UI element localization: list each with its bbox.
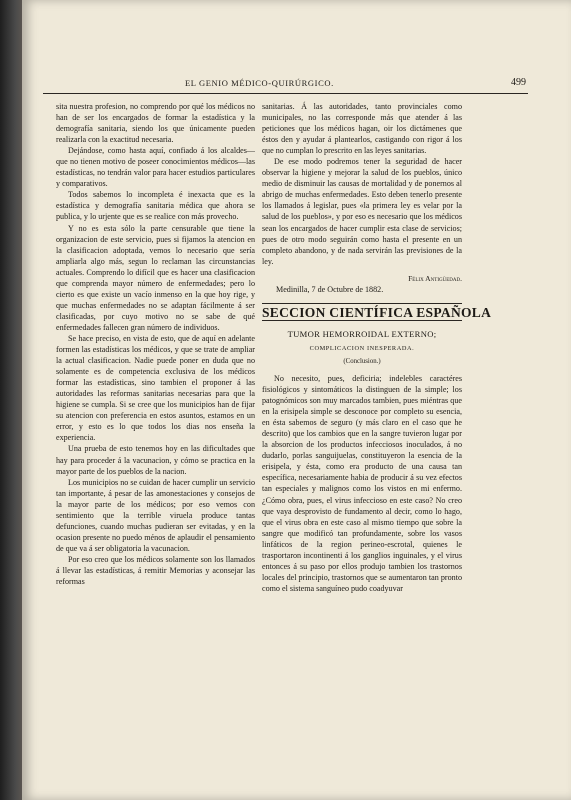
page-number: 499 bbox=[511, 77, 526, 88]
paragraph: Todos sabemos lo incompleta é inexacta que es la estadística y demografía sanitaria médica que ahora se publica, y lo urjente que es se realice con más provecho. bbox=[56, 190, 255, 222]
section-heading: SECCION CIENTÍFICA ESPAÑOLA bbox=[262, 304, 492, 320]
author-signature bbox=[262, 273, 462, 284]
author-name: Félix Antigüedad. bbox=[408, 273, 462, 283]
article-subtitle: COMPLICACION INESPERADA. bbox=[309, 344, 415, 352]
paragraph: Y no es esta sólo la parte censurable que tiene la organizacion de este servicio, pues si fijamos la atencion en la clasificacion adoptada, vemos lo necesario que sería ampliarla algo más, segun lo reclaman las circunstancias actuales. Comprendo lo difícil que es hacer una clasificacion que comprenda mayor número de enfermedades; pero lo cierto es que existe un vacío inmenso en la que hoy rige, y que muchas enfermedades no se adaptan fácilmente á ser clasificadas, por cuyo motivo no se sabe de qué enfermedades fallecen gran número de individuos. bbox=[56, 223, 255, 332]
right-column bbox=[262, 101, 492, 594]
paragraph: Por eso creo que los médicos solamente son los llamados á llevar las estadísticas, á remitir Memorias y aconsejar las reformas bbox=[56, 554, 255, 587]
article-body: No necesito, pues, deficiria; indelebles caractéres fisiológicos y sintomáticos la distinguen de la simple; los patognómicos son muy marcados tambien, pues miéntras que en la erisipela simple se desconoce por completo su esencia, en ésta sabemos de seguro (y más claro en el caso que he descrito) que los cambios que en la sangre tuvieron lugar por la absorcion de los productos infecciosos inoculados, á no dudarlo, porlas sanguijuelas, constituyeron la esencia de la erisipela, y ésta, como era producto de una causa tan específica, necesariamente habia de producir á su vez efectos tan especiales y malignos como los vistos en mi enfermo. ¿Cómo obra, pues, el virus infeccioso en este caso? No creo que vaya desprovisto de fundamento al decir, como lo hago, que el virus obra en este caso al mismo tiempo que sobre la sangre que modificó tan profundamente, sobre los vasos linfáticos de la region perineo-escrotal, quienes le trasportaron incontinenti á los ganglios inguinales, y el virus entonces á su paso por ellos produjo tambien los trastornos locales del principio, trastornos que se aumentaron tan pronto como el sistema sanguíneo pudo coadyuvar bbox=[262, 373, 462, 593]
dateline: Medinilla, 7 de Octubre de 1882. bbox=[276, 284, 384, 294]
paragraph: Una prueba de esto tenemos hoy en las dificultades que hay para proceder á la vacunacion, y cómo se practica en la mayor parte de los pueblos de la nacion. bbox=[56, 444, 255, 476]
left-column bbox=[56, 101, 255, 587]
paragraph: Dejándose, como hasta aquí, confiado á los alcaldes—que no tienen motivo de poseer conocimientos médicos—las estadísticas, no tendrán valor para hacer estudios particulares y comparativos. bbox=[56, 146, 255, 189]
article-note: (Conclusion.) bbox=[343, 357, 381, 365]
paragraph: Se hace preciso, en vista de esto, que de aquí en adelante formen las estadísticas los médicos, y que se trate de ampliar la actual clasificacion. Nadie puede poner en duda que no solamente es de competencia exclusiva de los médicos formar las estadísticas, sino tambien el proponer á las autoridades las reformas sanitarias necesarias para que la higiene se cumpla. Si se cree que los municipios han de fijar su atencion con preferencia en estos asuntos, estamos en un error, y esto es lo que todos los dias nos enseña la experiencia. bbox=[56, 333, 255, 443]
paragraph: sanitarias. Á las autoridades, tanto provinciales como municipales, no las corresponde más que atender á las peticiones que los médicos hagan, oir los dictámenes que éstos den y ayudar á plantearlos, castigando con rigor á los que no cumplan lo prescrito en las leyes sanitarias. bbox=[262, 102, 462, 156]
paragraph: sita nuestra profesion, no comprendo por qué los médicos no han de ser los encargados de formar la estadística y la demografía sanitaria, siendo los que únicamente pueden realizarla con la exactitud necesaria. bbox=[56, 102, 255, 145]
article-title: TUMOR HEMORROIDAL EXTERNO; bbox=[287, 328, 437, 339]
paragraph: Los municipios no se cuidan de hacer cumplir un servicio tan importante, á pesar de las amonestaciones y consejos de la mayor parte de los médicos; por eso vemos con sentimiento que la terrible viruela produce tantas defunciones, cuando muchas pudieran ser evitadas, y en la ocasion presente no puedo ménos de aplaudir el pensamiento de que va á ser obligatoria la vacunacion. bbox=[56, 477, 255, 553]
book-binding bbox=[0, 0, 22, 800]
page-header bbox=[43, 78, 538, 92]
paragraph: De ese modo podremos tener la seguridad de hacer observar la higiene y mejorar la salud de los pueblos, único medio de disminuir las causas de mortalidad y de ponernos al abrigo de muchas enfermedades. Esto deben tenerlo presente los llamados á legislar, pues «la primera ley es velar por la salud de los pueblos», y por eso es necesario que los médicos sean los encargados de hacer cumplir esta clase de servicios; pues de otro modo seguirán como hasta el presente en un completo abandono, y de nada servirán las previsiones de la ley. bbox=[262, 157, 462, 266]
header-rule bbox=[43, 93, 528, 94]
running-title: EL GENIO MÉDICO-QUIRÚRGICO. bbox=[185, 78, 334, 88]
